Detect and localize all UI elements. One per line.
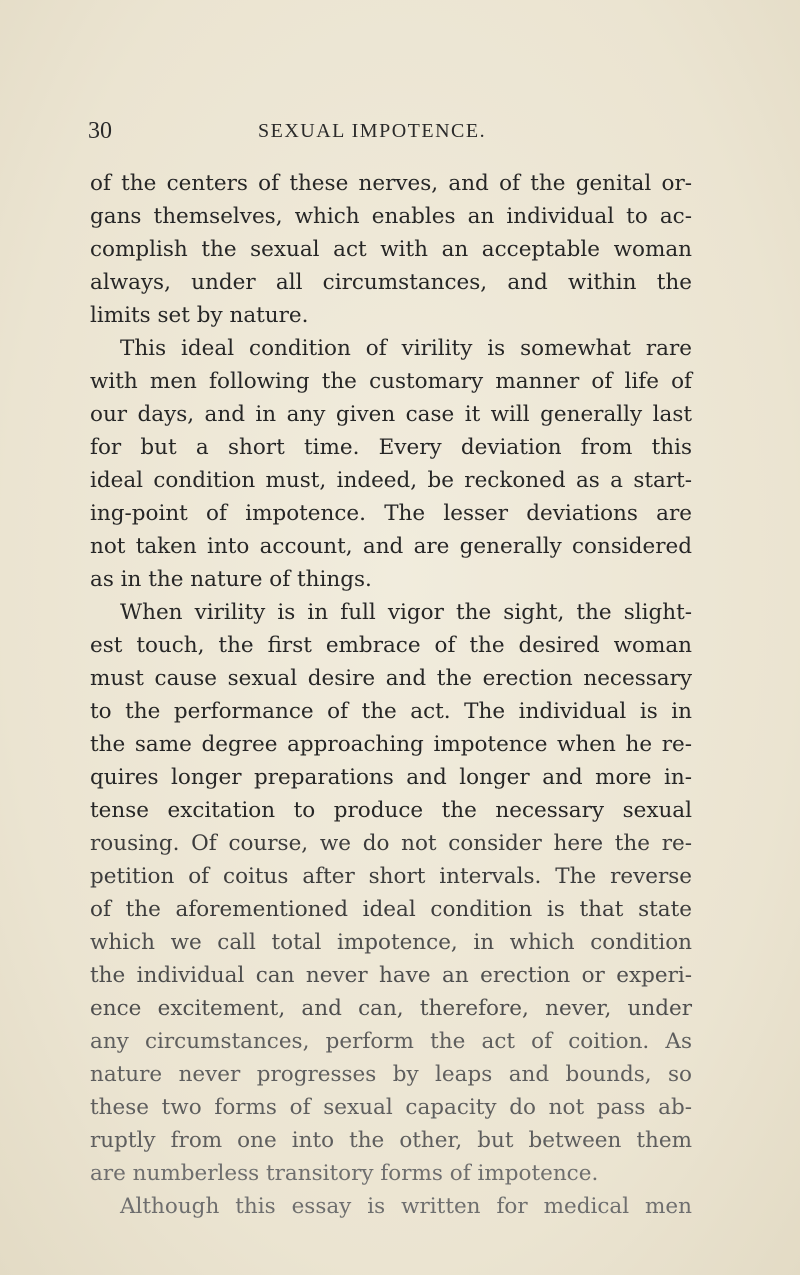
text-line: our days, and in any given case it will generally last — [90, 402, 692, 427]
text-line: not taken into account, and are generally considered — [90, 534, 692, 559]
text-line: the same degree approaching impotence when he re- — [90, 732, 692, 757]
text-line: which we call total impotence, in which condition — [90, 930, 692, 955]
text-line: complish the sexual act with an acceptable woman — [90, 237, 692, 262]
text-line: quires longer preparations and longer and more in- — [90, 765, 692, 790]
text-line: rousing. Of course, we do not consider here the re- — [90, 831, 692, 856]
text-line: of the centers of these nerves, and of the genital or- — [90, 171, 692, 196]
text-line: of the aforementioned ideal condition is that state — [90, 897, 692, 922]
text-line: any circumstances, perform the act of coition. As — [90, 1029, 692, 1054]
text-line: limits set by nature. — [90, 303, 309, 328]
text-line: ing-point of impotence. The lesser deviations are — [90, 501, 692, 526]
text-line: always, under all circumstances, and within the — [90, 270, 692, 295]
text-line: to the performance of the act. The individual is in — [90, 699, 692, 724]
text-line: these two forms of sexual capacity do not pass ab- — [90, 1095, 692, 1120]
text-line: est touch, the first embrace of the desired woman — [90, 633, 692, 658]
text-line: tense excitation to produce the necessary sexual — [90, 798, 692, 823]
text-line: petition of coitus after short intervals. The reverse — [90, 864, 692, 889]
text-line: When virility is in full vigor the sight, the slight- — [120, 600, 692, 625]
text-line: gans themselves, which enables an individual to ac- — [90, 204, 692, 229]
text-line: must cause sexual desire and the erection necessary — [90, 666, 692, 691]
text-line: Although this essay is written for medical men — [120, 1194, 692, 1219]
page-number: 30 — [88, 118, 112, 144]
text-line: as in the nature of things. — [90, 567, 372, 592]
text-line: ideal condition must, indeed, be reckoned as a start- — [90, 468, 692, 493]
text-line: nature never progresses by leaps and bounds, so — [90, 1062, 692, 1087]
text-line: the individual can never have an erection or experi- — [90, 963, 692, 988]
text-line: This ideal condition of virility is somewhat rare — [120, 336, 692, 361]
running-head: SEXUAL IMPOTENCE. — [258, 120, 487, 142]
page-header — [88, 118, 708, 150]
text-line: with men following the customary manner of life of — [90, 369, 692, 394]
text-line: ruptly from one into the other, but between them — [90, 1128, 692, 1153]
text-line: ence excitement, and can, therefore, never, under — [90, 996, 692, 1021]
text-line: for but a short time. Every deviation from this — [90, 435, 692, 460]
text-line: are numberless transitory forms of impotence. — [90, 1161, 599, 1186]
